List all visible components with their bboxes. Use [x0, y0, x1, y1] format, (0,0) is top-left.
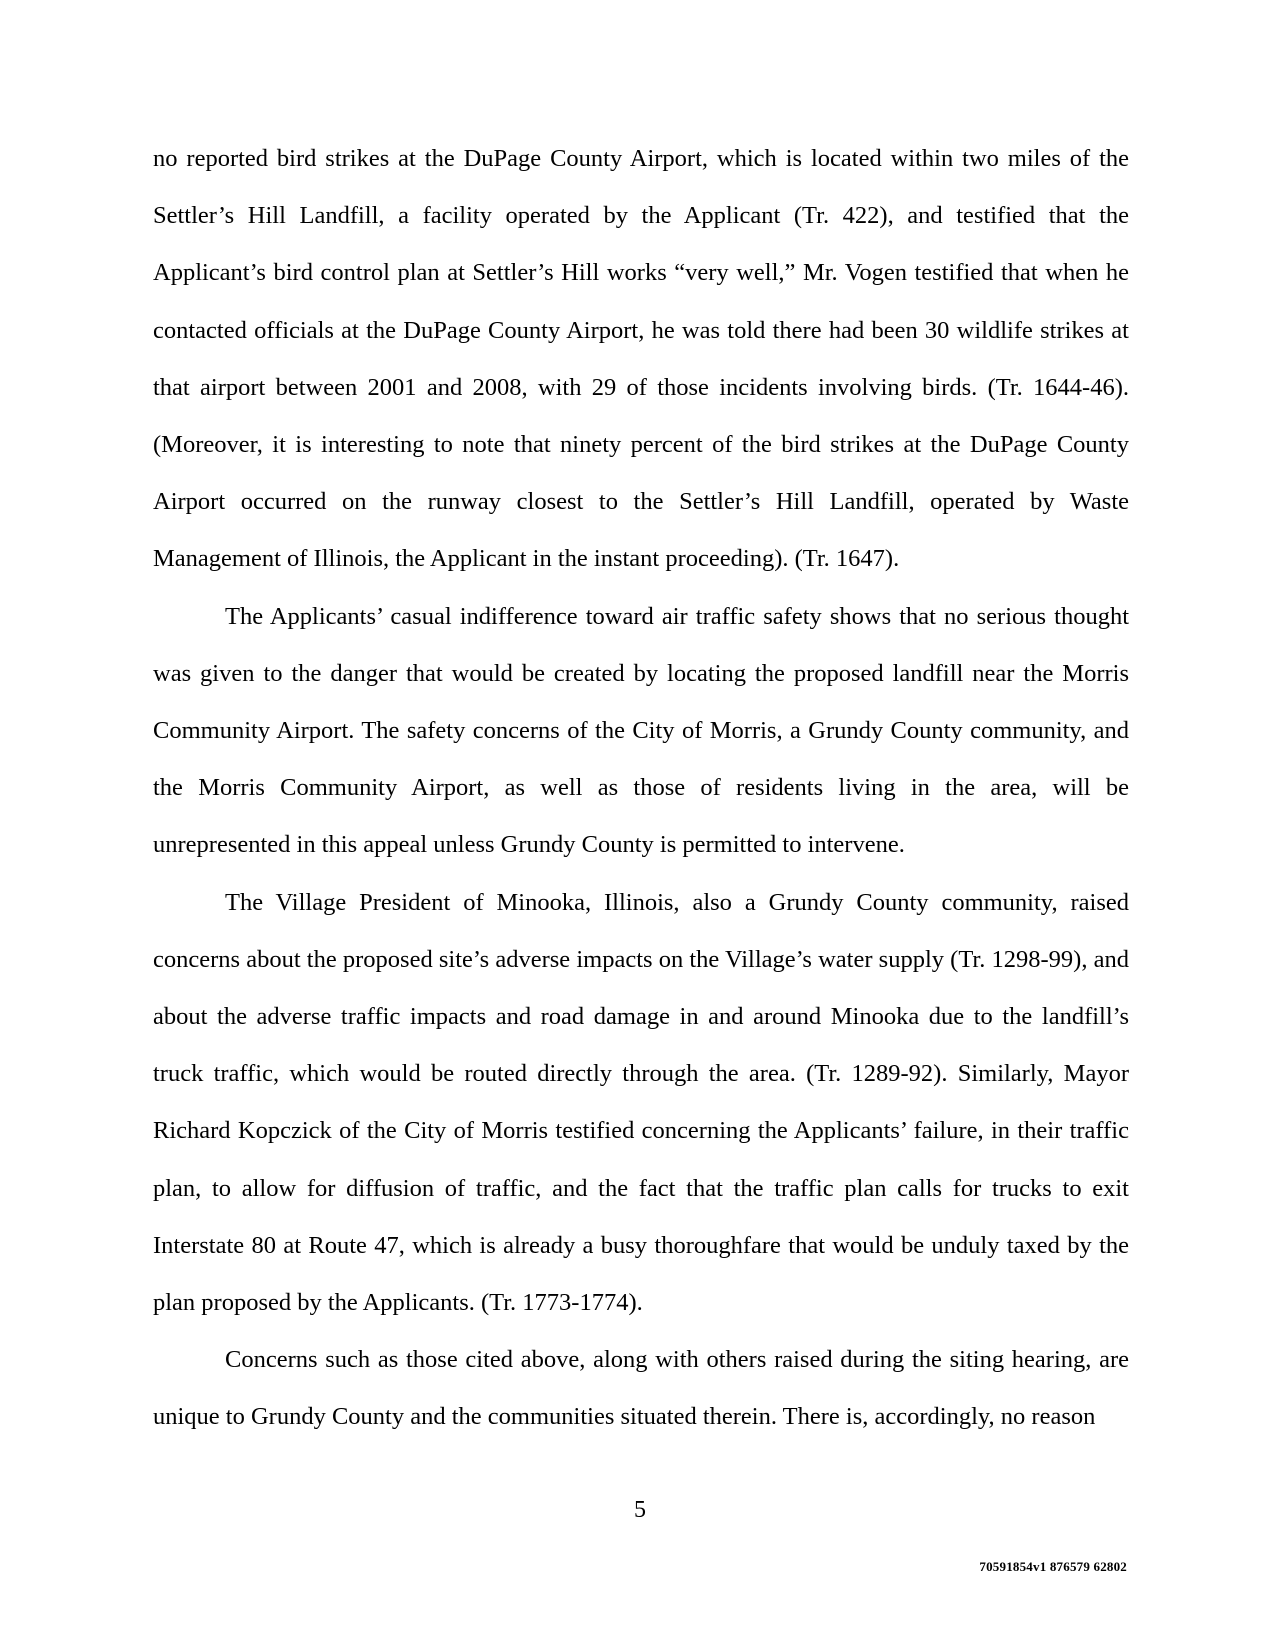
- body-text: [153, 130, 1129, 1446]
- paragraph-air-traffic-safety: The Applicants’ casual indifference toward air traffic safety shows that no serious thought was given to the danger that would be created by locating the proposed landfill near the Morris Community Airport. The safety concerns of the City of Morris, a Grundy County community, and the Morris Community Airport, as well as those of residents living in the area, will be unrepresented in this appeal unless Grundy County is permitted to intervene.: [153, 602, 1129, 859]
- paragraph-continued: no reported bird strikes at the DuPage County Airport, which is located within two miles of the Settler’s Hill Landfill, a facility operated by the Applicant (Tr. 422), and testified that the Applicant’s bird control plan at Settler’s Hill works “very well,” Mr. Vogen testified that when he contacted officials at the DuPage County Airport, he was told there had been 30 wildlife strikes at that airport between 2001 and 2008, with 29 of those incidents involving birds. (Tr. 1644-46). (Moreover, it is interesting to note that ninety percent of the bird strikes at the DuPage County Airport occurred on the runway closest to the Settler’s Hill Landfill, operated by Waste Management of Illinois, the Applicant in the instant proceeding). (Tr. 1647).: [153, 145, 1129, 573]
- document-id-footer: 70591854v1 876579 62802: [979, 1559, 1127, 1574]
- paragraph-unique-concerns: Concerns such as those cited above, along with others raised during the siting hearing, are unique to Grundy County and the communities situated therein. There is, accordingly, no reason: [153, 1346, 1129, 1431]
- page-number: 5: [634, 1497, 646, 1523]
- paragraph-minooka-concerns: The Village President of Minooka, Illinois, also a Grundy County community, raised concerns about the proposed site’s adverse impacts on the Village’s water supply (Tr. 1298-99), and about the adverse traffic impacts and road damage in and around Minooka due to the landfill’s truck traffic, which would be routed directly through the area. (Tr. 1289-92). Similarly, Mayor Richard Kopczick of the City of Morris testified concerning the Applicants’ failure, in their traffic plan, to allow for diffusion of traffic, and the fact that the traffic plan calls for trucks to exit Interstate 80 at Route 47, which is already a busy thoroughfare that would be unduly taxed by the plan proposed by the Applicants. (Tr. 1773-1774).: [153, 888, 1129, 1317]
